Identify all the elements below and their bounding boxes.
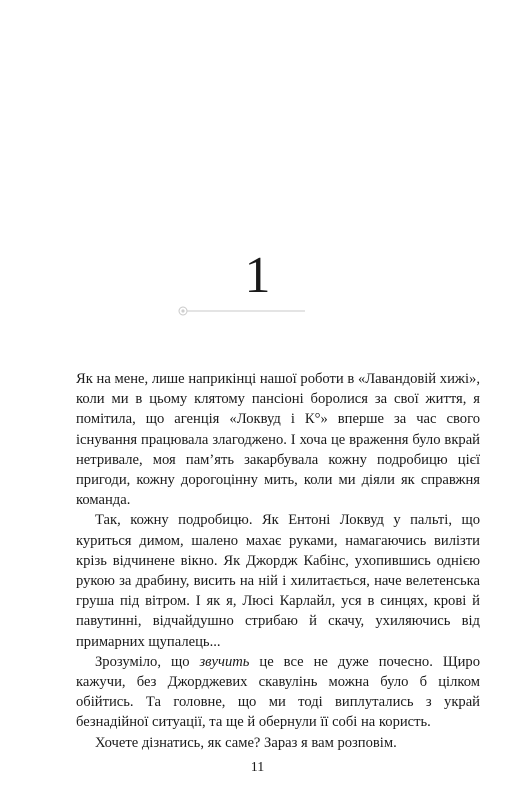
paragraph-3-emphasis: звучить [199,653,250,670]
chapter-number: 1 [244,247,271,304]
paragraph-3 [76,652,480,733]
page-number: 11 [250,760,265,775]
paragraph-4: Хочете дізнатись, як саме? Зараз я вам розповім. [95,734,397,751]
paragraph-3-before: Зрозуміло, що [95,653,200,670]
paragraph-3-after: це все не дуже почесно. Щиро кажучи, без Джорджевих скавулінь можна було б цілком обійтись. Та головне, що ми тоді виплутались з украй безнадійної ситуації, та ще й обернули її собі на користь. [76,653,480,731]
paragraph-2: Так, кожну подробицю. Як Ентоні Локвуд у пальті, що куриться димом, шалено махає руками, намагаючись вилізти крізь відчинене вікно. Як Джордж Кабінс, ухопившись однією рукою за драбину, висить на ній і хилитається, наче велетенська груша під вітром. І як я, Люсі Карлайл, уся в синцях, крові й павутинні, відчайдушно стрибаю й скачу, ухиляючись від примарних щупалець... [76,512,480,650]
chapter-ornament [175,305,310,317]
chapter-body [76,369,480,753]
paragraph-1: Як на мене, лише наприкінці нашої роботи в «Лавандовій хижі», коли ми в цьому клятому пансіоні боролися за свої життя, я помітила, що агенція «Локвуд і К°» вперше за час свого існування працювала злагоджено. І хоча це враження було вкрай нетривале, моя пам’ять закарбувала кожну подробицю цієї пригоди, кожну дорогоцінну мить, коли ми діяли як справжня команда. [76,371,480,509]
